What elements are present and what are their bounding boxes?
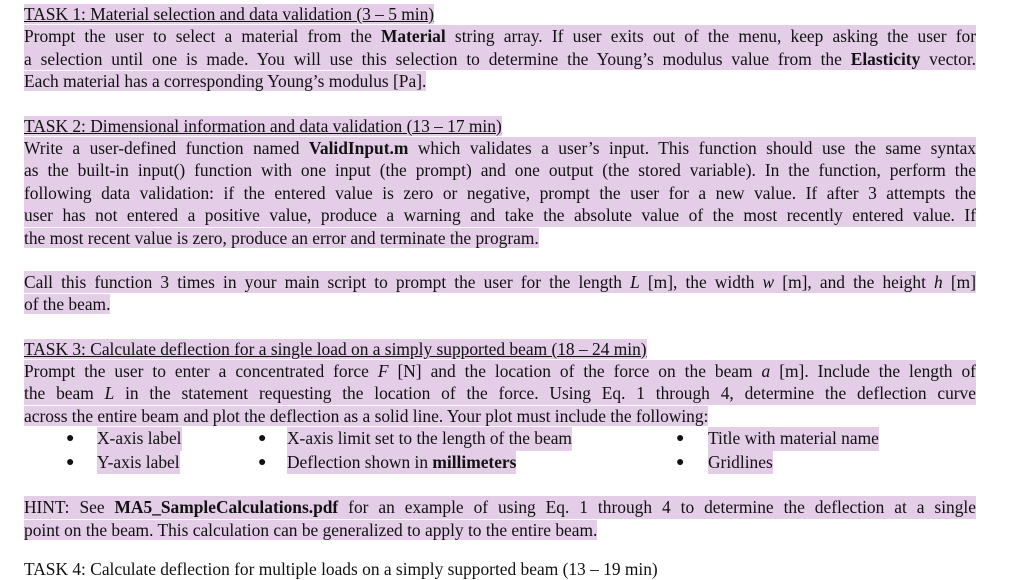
task3-heading: TASK 3: Calculate deflection for a single load on a simply supported beam (18 – 24 min): [24, 338, 647, 359]
bullet-icon: ●: [66, 454, 75, 470]
hint-line-1: HINT: See MA5_SampleCalculations.pdf for an example of using Eq. 1 through 4 to determine the deflection at a single: [24, 497, 976, 518]
task2-call-line-2: of the beam.: [24, 294, 111, 315]
task2-line-1: Write a user-defined function named ValidInput.m which validates a user’s input. This function should use the same syntax: [24, 137, 977, 158]
bullet-yaxis-label: Y-axis label: [97, 451, 180, 475]
bullet-icon: ●: [676, 431, 685, 447]
hint-line-2: point on the beam. This calculation can be generalized to apply to the entire beam.: [24, 519, 598, 540]
elasticity-keyword: Elasticity: [850, 48, 921, 69]
bullet-gridlines: Gridlines: [708, 451, 773, 475]
sample-calculations-filename: MA5_SampleCalculations.pdf: [114, 497, 339, 518]
task1-heading: TASK 1: Material selection and data validation (3 – 5 min): [24, 4, 435, 24]
bullet-title: Title with material name: [708, 427, 879, 451]
bullet-icon: ●: [66, 431, 75, 447]
task3-heading-line: [24, 338, 976, 360]
task2-line-3: following data validation: if the entered value is zero or negative, prompt the user for a new value. If after 3 attempts the: [24, 182, 976, 203]
bullet-icon: ●: [258, 454, 267, 470]
task2-heading: TASK 2: Dimensional information and data validation (13 – 17 min): [24, 115, 502, 136]
task3-line-3: across the entire beam and plot the deflection as a solid line. Your plot must include the following:: [24, 405, 709, 426]
task2-line-4: user has not entered a positive value, produce a warning and take the absolute value of the most recently entered value. If: [24, 205, 976, 226]
task1-line-1: Prompt the user to select a material from the Material string array. If user exits out of the menu, keep asking the user for: [24, 26, 976, 47]
material-keyword: Material: [381, 26, 446, 47]
task1-line-2: a selection until one is made. You will use this selection to determine the Young’s modulus value from the Elasticity vector.: [24, 48, 976, 69]
bullet-row-2: [24, 451, 976, 475]
bullet-icon: ●: [258, 431, 267, 447]
document-page: [24, 0, 976, 541]
task1-heading-line: [24, 3, 976, 25]
task1-line-3: Each material has a corresponding Young’s modulus [Pa].: [24, 71, 427, 92]
task2-line-5: the most recent value is zero, produce an error and terminate the program.: [24, 227, 539, 248]
task2-line-2: as the built-in input() function with one input (the prompt) and one output (the stored variable). In the function, perform the: [24, 160, 976, 181]
task4-heading-cut: TASK 4: Calculate deflection for multiple loads on a simply supported beam (13 – 19 min): [24, 559, 658, 579]
task3-line-2: the beam L in the statement requesting the location of the force. Using Eq. 1 through 4, determine the deflection curve: [24, 383, 976, 404]
bullet-icon: ●: [676, 454, 685, 470]
bullet-deflection-mm: Deflection shown in millimeters: [287, 451, 516, 475]
task3-line-1: Prompt the user to enter a concentrated force F [N] and the location of the force on the beam a [m]. Include the length of: [24, 361, 976, 382]
bullet-xaxis-label: X-axis label: [97, 427, 182, 451]
task2-heading-line: [24, 115, 976, 137]
bullet-xaxis-limit: X-axis limit set to the length of the beam: [287, 427, 572, 451]
validinput-keyword: ValidInput.m: [308, 137, 409, 158]
task2-call-line-1: Call this function 3 times in your main script to prompt the user for the length L [m], the width w [m], and the height h [m]: [24, 271, 976, 292]
bullet-row-1: [24, 427, 976, 451]
